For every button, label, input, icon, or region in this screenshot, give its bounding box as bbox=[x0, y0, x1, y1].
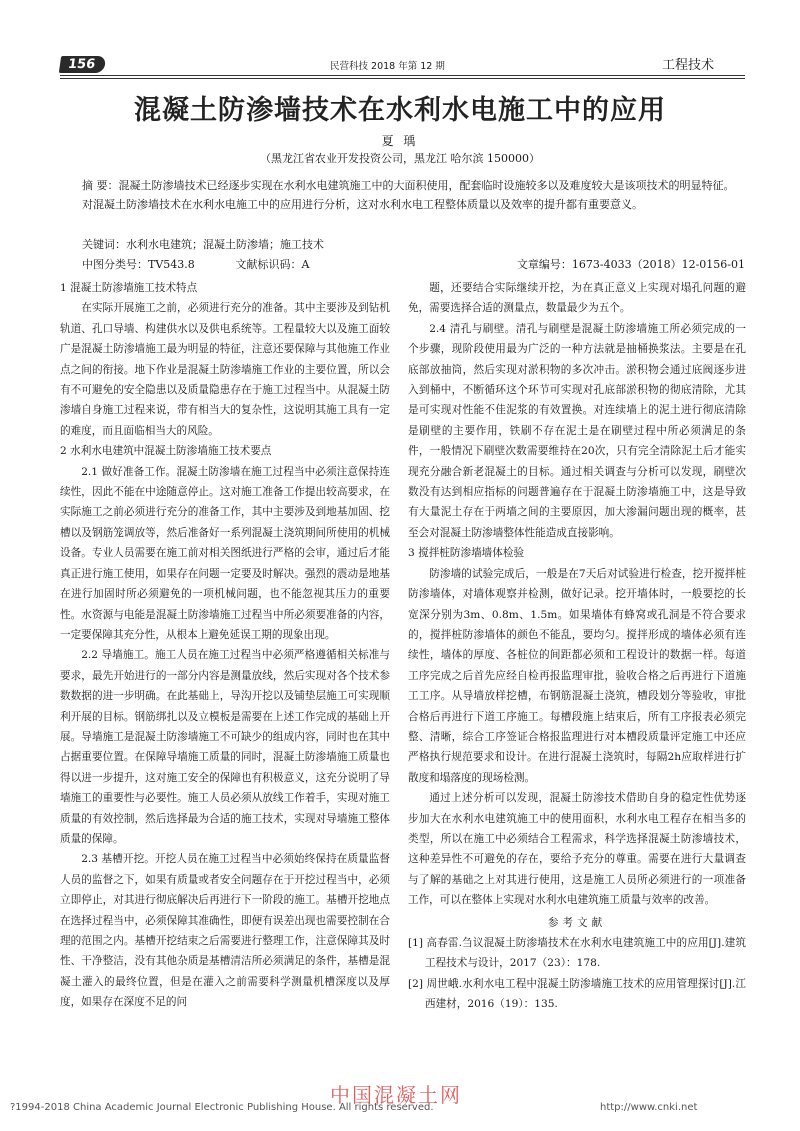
article-number: 文章编号：1673-4033（2018）12-0156-01 bbox=[516, 258, 745, 271]
body-paragraph: 题，还要结合实际继续开挖，为在真正意义上实现对塌孔问题的避免，需要选择合适的测量点，数量最少为五个。 bbox=[408, 282, 746, 315]
author: 夏 瑀 bbox=[381, 134, 419, 148]
document-code: 文献标识码：A bbox=[235, 258, 310, 271]
body-column-right bbox=[408, 278, 746, 1015]
body-paragraph: 2.4 清孔与刷壁。清孔与刷壁是混凝土防渗墙施工所必须完成的一个步骤，现阶段使用最为广泛的一种方法就是抽桶换浆法。主要是在孔底部放抽筒，然后实现对淤积物的多次冲击。淤积物会通过底阀逐步进入到桶中，不断循环这个环节可实现对孔底部淤积物的彻底清除，尤其是可实现对性能不佳泥浆的有效置换。对连续墙上的泥土进行彻底清除是刷壁的主要作用，铁刷不存在泥土是在刷壁过程中所必须满足的条件，一般情况下刷壁次数需要维持在20次，只有完全清除泥土后才能实现充分融合新老混凝土的目标。通过相关调查与分析可以发现，刷壁次数没有达到相应指标的问题普遍存在于混凝土防渗墙施工中，这是导致有大量泥土存在于两墙之间的主要原因，加大渗漏问题出现的概率，甚至会对混凝土防渗墙整体性能造成直接影响。 bbox=[408, 322, 746, 539]
section-heading: 3 搅拌桩防渗墙墙体检验 bbox=[408, 547, 525, 560]
body-paragraph: 在实际开展施工之前，必须进行充分的准备。其中主要涉及到钻机轨道、孔口导墙、构建供水以及供电系统等。工程量较大以及施工面较广是混凝土防渗墙施工最为明显的特征，注意还要保障与其他施工作业点之间的衔接。地下作业是混凝土防渗墙施工作业的主要位置，所以会有不可避免的安全隐患以及质量隐患存在于施工过程当中。从混凝土防渗墙自身施工过程来说，带有相当大的复杂性，这说明其施工具有一定的难度，而且面临相当大的风险。 bbox=[60, 302, 390, 437]
body-paragraph: 2.1 做好准备工作。混凝土防渗墙在施工过程当中必须注意保持连续性，因此不能在中途随意停止。这对施工准备工作提出较高要求，在实际施工之前必须进行充分的准备工作，其中主要涉及到地基加固、挖槽以及钢筋笼调放等，然后准备好一系列混凝土浇筑期间所使用的机械设备。专业人员需要在施工前对相关图纸进行严格的会审，通过后才能真正进行施工使用，如果存在问题一定要及时解决。强烈的震动是地基在进行加固时所必须避免的一项机械问题，也不能忽视其压力的重要性。水资源与电能是混凝土防渗墙施工过程当中所必须要准备的内容，一定要保障其充分性，从根本上避免延误工期的现象出现。 bbox=[60, 465, 390, 641]
header-rule bbox=[60, 75, 745, 76]
article-title: 混凝土防渗墙技术在水利水电施工中的应用 bbox=[134, 95, 666, 126]
body-column-left bbox=[60, 278, 390, 1013]
section-heading: 2 水利水电建筑中混凝土防渗墙施工技术要点 bbox=[60, 445, 272, 458]
section-heading: 1 混凝土防渗墙施工技术特点 bbox=[60, 282, 198, 294]
body-paragraph: 通过上述分析可以发现，混凝土防渗技术借助自身的稳定性优势逐步加大在水利水电建筑施工中的使用面积，水利水电工程存在相当多的类型，所以在施工中必须结合工程需求，科学选择混凝土防渗墙技术，这种差异性不可避免的存在，要给予充分的尊重。需要在进行大量调查与了解的基础之上对其进行使用，这是施工人员所必须进行的一项准备工作，可以在整体上实现对水利水电建筑施工质量与效率的改善。 bbox=[408, 792, 746, 907]
footer-url[interactable]: http://www.cnki.net bbox=[600, 1102, 698, 1113]
section-label: 工程技术 bbox=[662, 58, 715, 73]
reference-item: [2] 周世峨.水利水电工程中混凝土防渗墙施工技术的应用管理探讨[J].江西建材，2016（19）：135. bbox=[408, 977, 746, 1011]
page-number: 156 bbox=[59, 56, 107, 73]
affiliation: （黑龙江省农业开发投资公司，黑龙江 哈尔滨 150000） bbox=[260, 152, 540, 165]
references-heading: 参考文献 bbox=[547, 916, 607, 929]
classification-line bbox=[82, 256, 745, 272]
clc-number: 中图分类号：TV543.8 bbox=[82, 258, 195, 271]
header-rule-thin bbox=[60, 78, 745, 79]
reference-item: [1] 高春雷.刍议混凝土防渗墙技术在水利水电建筑施工中的应用[J].建筑工程技术与设计，2017（23）：178. bbox=[408, 937, 746, 970]
journal-name: 民营科技 2018 年第 12 期 bbox=[330, 61, 445, 72]
body-paragraph: 防渗墙的试验完成后，一般是在7天后对试验进行检查，挖开搅拌桩防渗墙体，对墙体观察并检测，做好记录。挖开墙体时，一般要挖的长宽深分别为3m、0.8m、1.5m。如果墙体有蜂窝或孔洞是不符合要求的，搅拌桩防渗墙体的颜色不能乱，要均匀。搅拌形成的墙体必须有连续性，墙体的厚度、各桩位的间距都必须和工程设计的数据一样。每道工序完成之后首先应经自检再报监理审批，验收合格之后再进行下道施工工序。从导墙放样挖槽，布钢筋混凝土浇筑，槽段划分等验收，审批合格后再进行下道工序施工。每槽段施上结束后，所有工序报表必须完整、清晰，综合工序签证合格报监理进行对本槽段质量评定施工中还应严格执行规范要求和设计。在进行混凝土浇筑时，每隔2h应取样进行扩散度和塌落度的现场检测。 bbox=[408, 567, 746, 784]
site-watermark: 中国混凝土网 bbox=[330, 1083, 462, 1107]
keywords: 关键词：水利水电建筑；混凝土防渗墙；施工技术 bbox=[82, 238, 324, 251]
abstract: 摘 要：混凝土防渗墙技术已经逐步实现在水利水电建筑施工中的大面积使用，配套临时设施较多以及难度较大是该项技术的明显特征。对混凝土防渗墙技术在水利水电施工中的应用进行分析，这对水利水电工程整体质量以及效率的提升都有重要意义。 bbox=[82, 179, 735, 211]
body-paragraph: 2.3 基槽开挖。开挖人员在施工过程当中必须始终保持在质量监督人员的监督之下，如果有质量或者安全问题存在于开挖过程当中，必须立即停止，对其进行彻底解决后再进行下一阶段的施工。基槽开挖地点在选择过程当中，必须保障其准确性，即便有误差出现也需要控制在合理的范围之内。基槽开挖结束之后需要进行整理工作，注意保障其及时性、干净整洁，没有其他杂质是基槽清洁所必须满足的条件，基槽是混凝土灌入的最终位置，但是在灌入之前需要科学测量机槽深度以及厚度，如果存在深度不足的问 bbox=[60, 853, 390, 1009]
copyright-notice: ?1994-2018 China Academic Journal Electronic Publishing House. All rights reserved. bbox=[10, 1102, 434, 1113]
body-paragraph: 2.2 导墙施工。施工人员在施工过程当中必须严格遵循相关标准与要求，最先开始进行的一部分内容是测量放线，然后实现对各个技术参数数据的进一步明确。在此基础上，导沟开挖以及铺垫层施工可实现顺利开展的目标。钢筋绑扎以及立模板是需要在上述工作完成的基础上开展。导墙施工是混凝土防渗墙施工不可缺少的组成内容，同时也在其中占据重要位置。在保障导墙施工质量的同时，混凝土防渗墙施工质量也得以进一步提升，这对施工安全的保障也有积极意义，这充分说明了导墙施工的重要性与必要性。施工人员必须从放线工作着手，实现对施工质量的有效控制，然后选择最为合适的施工技术，实现对导墙施工整体质量的保障。 bbox=[60, 649, 390, 845]
